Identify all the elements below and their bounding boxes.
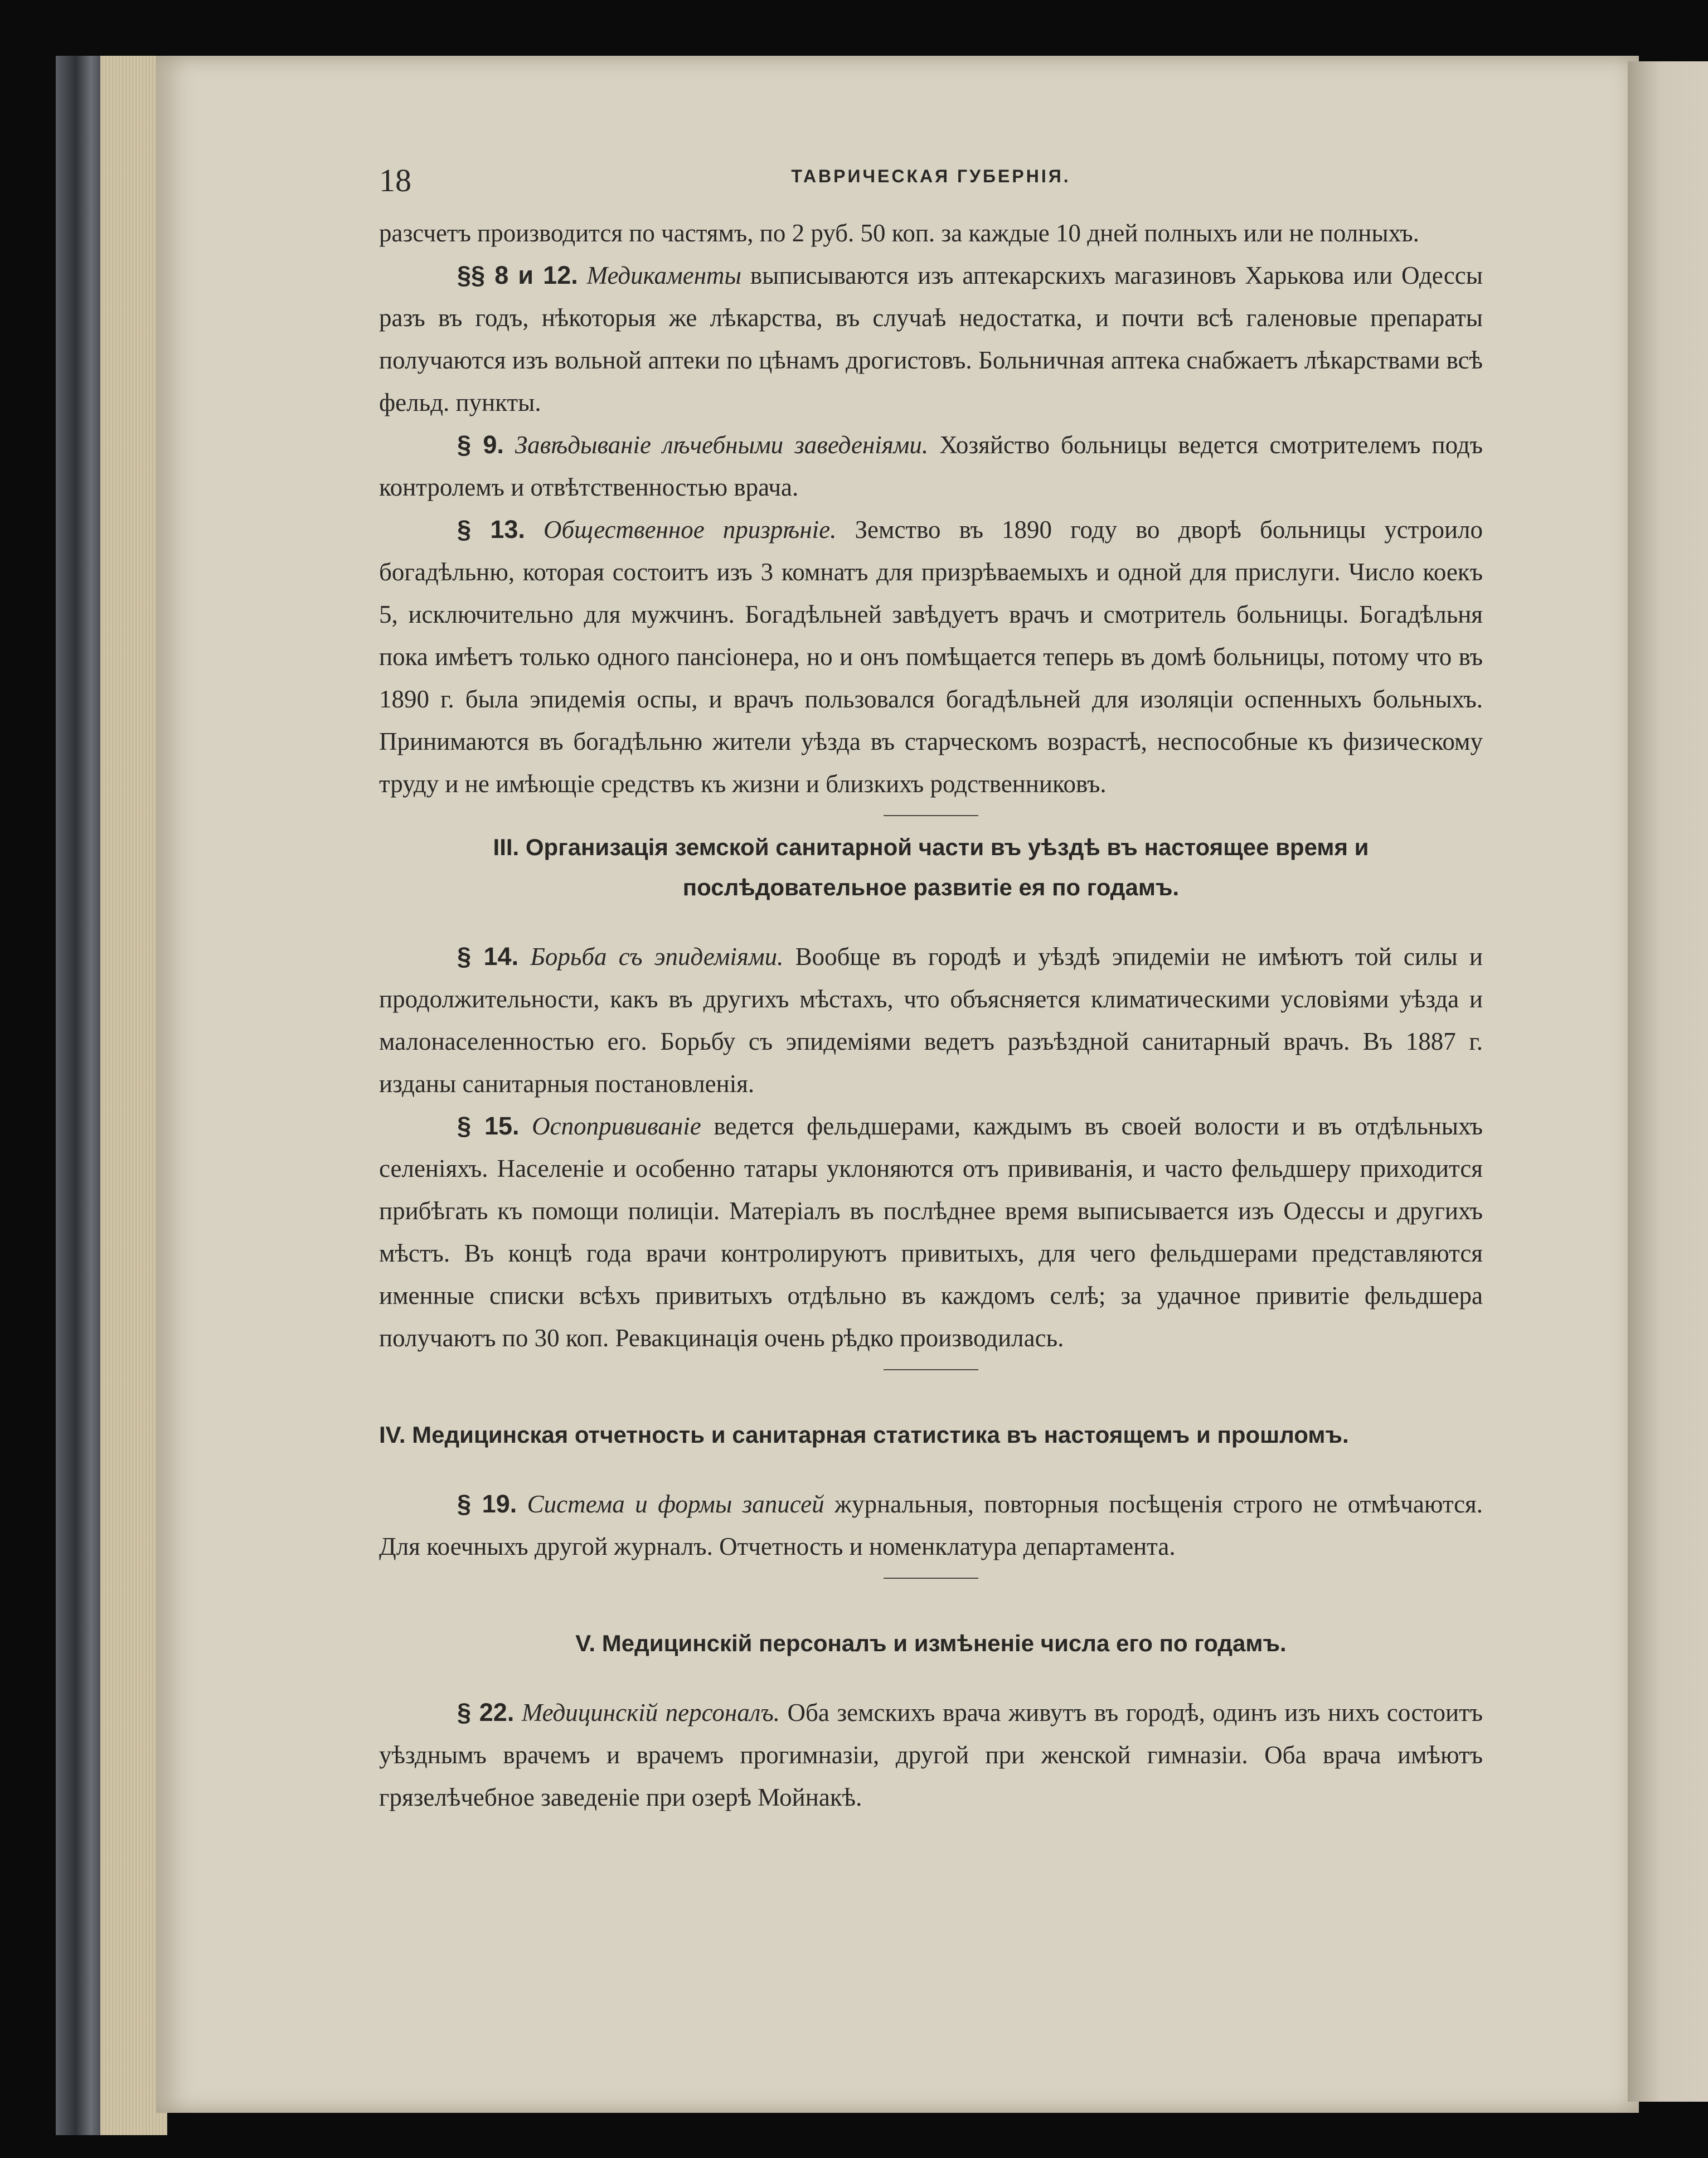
paragraph-continuation: разсчетъ производится по частямъ, по 2 руб. 50 коп. за каждые 10 дней полныхъ или не полныхъ. (379, 219, 1419, 247)
section-divider (884, 1369, 978, 1370)
book-spine (56, 56, 106, 2135)
section-number: § 15. (457, 1112, 520, 1140)
section-13 (379, 508, 1483, 805)
section-title: Медикаменты (586, 261, 742, 289)
section-text: Вообще въ городѣ и уѣздѣ эпидеміи не имѣютъ той силы и продолжительности, какъ въ другихъ мѣстахъ, что объясняется климатическими условіями уѣзда и малонаселенностью его. Борьбу съ эпидеміями ведетъ разъѣздной санитарный врачъ. Въ 1887 г. изданы санитарныя постановленія. (379, 943, 1483, 1098)
chapter-heading-v: V. Медицинскій персоналъ и измѣненіе числа его по годамъ. (575, 1630, 1287, 1656)
section-text: журнальныя, повторныя посѣщенія строго не отмѣчаются. Для коечныхъ другой журналъ. Отчетность и номенклатура департамента. (379, 1490, 1483, 1560)
section-number: § 22. (457, 1698, 515, 1727)
section-number: § 19. (457, 1490, 517, 1518)
section-divider (884, 815, 978, 816)
chapter-heading-iii: III. Организація земской санитарной части въ уѣздѣ въ настоящее время и послѣдовательное развитіе ея по годамъ. (493, 834, 1369, 900)
section-8-12 (379, 254, 1483, 424)
section-title: Система и формы записей (527, 1490, 824, 1518)
section-text: ведется фельдшерами, каждымъ въ своей волости и въ отдѣльныхъ селеніяхъ. Населеніе и особенно татары уклоняются отъ прививанія, и часто фельдшеру приходится прибѣгать къ помощи полиціи. Матеріалъ въ послѣднее время выписывается изъ Одессы и другихъ мѣстъ. Въ концѣ года врачи контролируютъ привитыхъ, для чего фельдшерами представляются именные списки всѣхъ привитыхъ отдѣльно въ каждомъ селѣ; за удачное привитіе фельдшера получаютъ по 30 коп. Ревакцинація очень рѣдко производилась. (379, 1112, 1483, 1352)
section-number: §§ 8 и 12. (457, 261, 578, 289)
section-title: Завѣдываніе лѣчебными заведеніями. (515, 431, 929, 459)
section-title: Борьба съ эпидеміями. (530, 943, 784, 971)
chapter-heading-iv: IV. Медицинская отчетность и санитарная статистика въ настоящемъ и прошломъ. (379, 1422, 1349, 1448)
section-19 (379, 1483, 1483, 1568)
section-14 (379, 935, 1483, 1105)
section-number: § 13. (457, 515, 525, 544)
section-text: Оба земскихъ врача живутъ въ городѣ, одинъ изъ нихъ состоитъ уѣзднымъ врачемъ и врачемъ прогимназіи, другой при женской гимназіи. Оба врача имѣютъ грязелѣчебное заведеніе при озерѣ Мойнакѣ. (379, 1699, 1483, 1811)
page-header (379, 151, 1483, 212)
section-title: Медицинскій персоналъ. (521, 1699, 780, 1727)
section-22 (379, 1691, 1483, 1818)
section-divider (884, 1578, 978, 1579)
section-number: § 9. (457, 430, 504, 459)
section-title: Оспопрививаніе (532, 1112, 701, 1140)
facing-page-edge (1628, 61, 1708, 2102)
section-text: Хозяйство больницы ведется смотрителемъ подъ контролемъ и отвѣтственностью врача. (379, 431, 1483, 501)
page-content (379, 151, 1483, 1818)
page-number: 18 (379, 162, 411, 198)
running-head: ТАВРИЧЕСКАЯ ГУБЕРНІЯ. (791, 166, 1071, 186)
section-9 (379, 424, 1483, 508)
section-title: Общественное призрѣніе. (543, 516, 837, 544)
section-15 (379, 1105, 1483, 1359)
section-text: выписываются изъ аптекарскихъ магазиновъ Харькова или Одессы разъ въ годъ, нѣкоторыя же лѣкарства, въ случаѣ недостатка, и почти всѣ галеновые препараты получаются изъ вольной аптеки по цѣнамъ дрогистовъ. Больничная аптека снабжаетъ лѣкарствами всѣ фельд. пункты. (379, 261, 1483, 416)
section-text: Земство въ 1890 году во дворѣ больницы устроило богадѣльню, которая состоитъ изъ 3 комнатъ для призрѣваемыхъ и одной для прислуги. Число коекъ 5, исключительно для мужчинъ. Богадѣльней завѣдуетъ врачъ и смотритель больницы. Богадѣльня пока имѣетъ только одного пансіонера, но и онъ помѣщается теперь въ домѣ больницы, потому что въ 1890 г. была эпидемія оспы, и врачъ пользовался богадѣльней для изоляціи оспенныхъ больныхъ. Принимаются въ богадѣльню жители уѣзда въ старческомъ возрастѣ, неспособные къ физическому труду и не имѣющіе средствъ къ жизни и близкихъ родственниковъ. (379, 516, 1483, 798)
section-number: § 14. (457, 942, 519, 971)
